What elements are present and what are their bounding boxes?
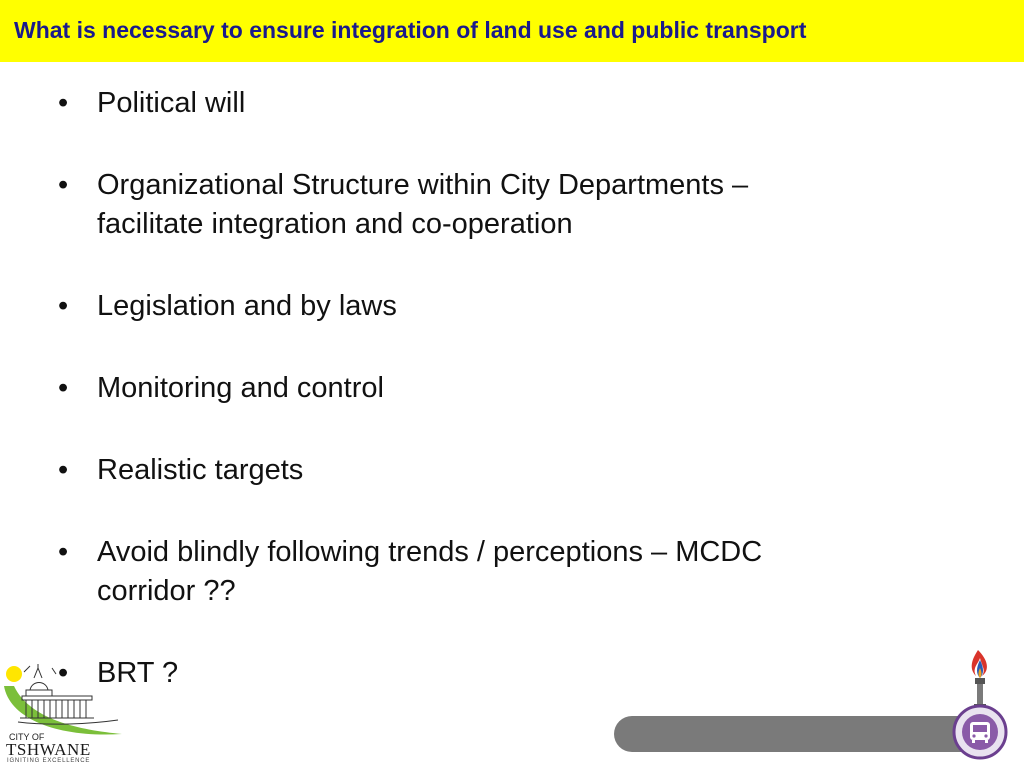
bullet-line: Realistic targets <box>97 454 304 486</box>
bullet-line: Organizational Structure within City Departments – <box>97 169 749 201</box>
bullet-item <box>58 84 958 123</box>
bullet-line: Avoid blindly following trends / perceptions – MCDC <box>97 536 763 568</box>
bullet-line: BRT ? <box>97 657 179 689</box>
bullet-item <box>58 654 958 693</box>
bullet-symbol: • <box>58 372 69 404</box>
bullet-list <box>58 84 958 736</box>
city-hall-building-icon <box>0 660 125 736</box>
bullet-symbol: • <box>58 290 69 322</box>
transport-emblem <box>940 646 1020 768</box>
bullet-line: corridor ?? <box>97 575 236 607</box>
bullet-symbol: • <box>58 169 69 201</box>
logo-city-of: CITY OF <box>9 732 45 742</box>
bullet-line: Legislation and by laws <box>97 290 397 322</box>
title-bar <box>0 0 1024 62</box>
bullet-item <box>58 287 958 326</box>
logo-name: TSHWANE <box>6 740 91 759</box>
bullet-line: Political will <box>97 87 246 119</box>
logo-slogan: IGNITING EXCELLENCE <box>7 758 91 764</box>
slide-title: What is necessary to ensure integration of land use and public transport <box>14 17 807 43</box>
bullet-symbol: • <box>58 657 69 689</box>
bullet-symbol: • <box>58 454 69 486</box>
bullet-item <box>58 369 958 408</box>
bullet-item <box>58 533 958 611</box>
bullet-item <box>58 166 958 244</box>
bullet-symbol: • <box>58 87 69 119</box>
bullet-line: facilitate integration and co-operation <box>97 208 573 240</box>
bullet-line: Monitoring and control <box>97 372 384 404</box>
bullet-symbol: • <box>58 536 69 568</box>
bullet-item <box>58 451 958 490</box>
flame-bus-emblem-icon <box>940 646 1020 768</box>
footer-bar <box>614 716 986 752</box>
city-of-tshwane-logo <box>0 660 125 768</box>
